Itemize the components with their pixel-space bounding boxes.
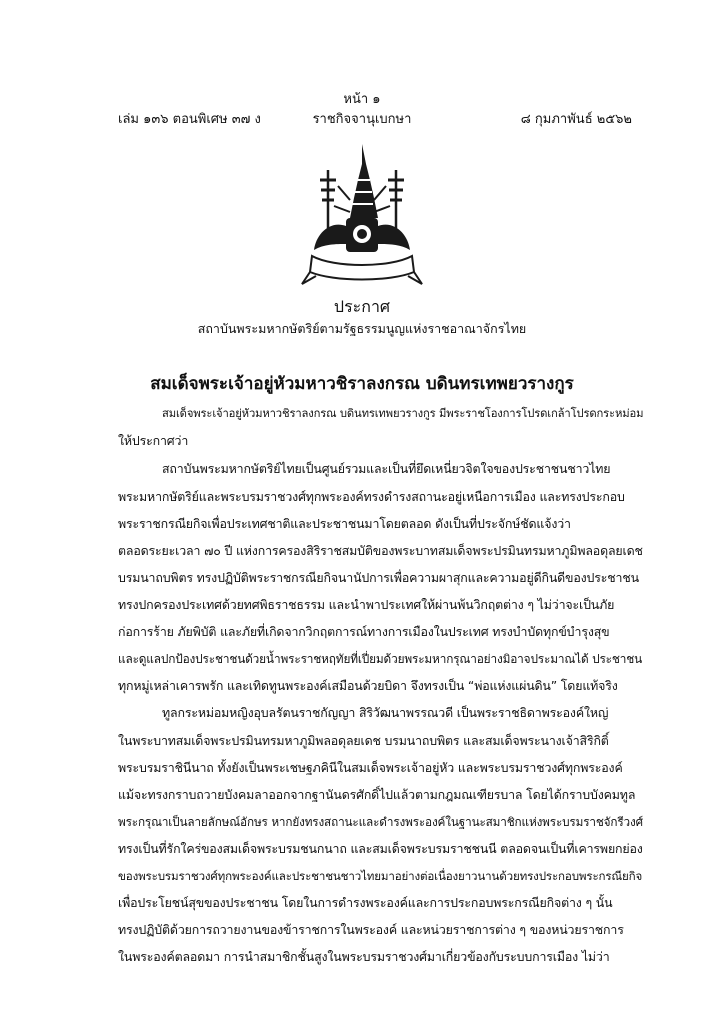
publication-name: ราชกิจจานุเบกษา <box>312 112 412 127</box>
announcement-title: ประกาศ <box>333 297 391 316</box>
king-title: สมเด็จพระเจ้าอยู่หัวมหาวชิราลงกรณ บดินทรเทพยวรางกูร <box>150 374 574 394</box>
body-line: ทุกหมู่เหล่าเคารพรัก และเทิดทูนพระองค์เสมือนด้วยบิดา จึงทรงเป็น “พ่อแห่งแผ่นดิน” โดยแท้จริง <box>118 678 618 693</box>
body-line: ทรงปกครองประเทศด้วยทศพิธราชธรรม และนำพาประเทศให้ผ่านพ้นวิกฤตต่าง ๆ ไม่ว่าจะเป็นภัย <box>118 597 615 612</box>
body-line: พระมหากษัตริย์และพระบรมราชวงศ์ทุกพระองค์ทรงดำรงสถานะอยู่เหนือการเมือง และทรงประกอบ <box>118 489 625 504</box>
body-line: และดูแลปกป้องประชาชนด้วยน้ำพระราชหฤทัยที่เปี่ยมด้วยพระมหากรุณาอย่างมิอาจประมาณได้ ประชาชน <box>118 652 643 666</box>
body-line: เพื่อประโยชน์สุขของประชาชน โดยในการดำรงพระองค์และการประกอบพระกรณียกิจต่าง ๆ นั้น <box>118 895 613 910</box>
body-line: ทรงเป็นที่รักใคร่ของสมเด็จพระบรมชนกนาถ และสมเด็จพระบรมราชชนนี ตลอดจนเป็นที่เคารพยกย่อง <box>118 841 643 856</box>
body-line: สถาบันพระมหากษัตริย์ไทยเป็นศูนย์รวมและเป็นที่ยึดเหนี่ยวจิตใจของประชาชนชาวไทย <box>162 461 611 476</box>
body-line: ของพระบรมราชวงศ์ทุกพระองค์และประชาชนชาวไทยมาอย่างต่อเนื่องยาวนานด้วยทรงประกอบพระกรณียกิจ <box>118 869 643 883</box>
body-line: ในพระองค์ตลอดมา การนำสมาชิกชั้นสูงในพระบรมราชวงศ์มาเกี่ยวข้องกับระบบการเมือง ไม่ว่า <box>118 949 610 964</box>
body-line: บรมนาถบพิตร ทรงปฏิบัติพระราชกรณียกิจนานัปการเพื่อความผาสุกและความอยู่ดีกินดีของประชาชน <box>118 570 639 585</box>
body-line: พระกรุณาเป็นลายลักษณ์อักษร หากยังทรงสถานะและดำรงพระองค์ในฐานะสมาชิกแห่งพระบรมราชจักรีวงศ์ <box>118 815 643 829</box>
body-line: สมเด็จพระเจ้าอยู่หัวมหาวชิราลงกรณ บดินทรเทพยวรางกูร มีพระราชโองการโปรดเกล้าโปรดกระหม่อม <box>162 407 644 420</box>
body-line: พระราชกรณียกิจเพื่อประเทศชาติและประชาชนมาโดยตลอด ดังเป็นที่ประจักษ์ชัดแจ้งว่า <box>118 516 571 531</box>
body-line: ตลอดระยะเวลา ๗๐ ปี แห่งการครองสิริราชสมบัติของพระบาทสมเด็จพระปรมินทรมหาภูมิพลอดุลยเดช <box>118 543 643 558</box>
royal-garuda-emblem-icon <box>294 140 430 292</box>
body-line: พระบรมราชินีนาถ ทั้งยังเป็นพระเชษฐภคินีในสมเด็จพระเจ้าอยู่หัว และพระบรมราชวงศ์ทุกพระองค์ <box>118 760 623 775</box>
page-number: หน้า ๑ <box>343 92 381 107</box>
body-line: ก่อการร้าย ภัยพิบัติ และภัยที่เกิดจากวิกฤตการณ์ทางการเมืองในประเทศ ทรงบำบัดทุกข์บำรุงสุข <box>118 624 610 639</box>
publication-date: ๘ กุมภาพันธ์ ๒๕๖๒ <box>520 112 632 127</box>
body-line: ทรงปฏิบัติด้วยการถวายงานของข้าราชการในพระองค์ และหน่วยราชการต่าง ๆ ของหน่วยราชการ <box>118 922 624 937</box>
body-line: ในพระบาทสมเด็จพระปรมินทรมหาภูมิพลอดุลยเดช บรมนาถบพิตร และสมเด็จพระนางเจ้าสิริกิติ์ <box>118 733 609 748</box>
body-line: ทูลกระหม่อมหญิงอุบลรัตนราชกัญญา สิริวัฒนาพรรณวดี เป็นพระราชธิดาพระองค์ใหญ่ <box>162 705 609 720</box>
announcement-subtitle: สถาบันพระมหากษัตริย์ตามรัฐธรรมนูญแห่งราชอาณาจักรไทย <box>197 321 527 336</box>
body-line: แม้จะทรงกราบถวายบังคมลาออกจากฐานันดรศักดิ์ไปแล้วตามกฎมณเฑียรบาล โดยได้กราบบังคมทูล <box>118 787 636 802</box>
volume-issue: เล่ม ๑๓๖ ตอนพิเศษ ๓๗ ง <box>118 112 261 127</box>
body-line: ให้ประกาศว่า <box>118 433 189 448</box>
